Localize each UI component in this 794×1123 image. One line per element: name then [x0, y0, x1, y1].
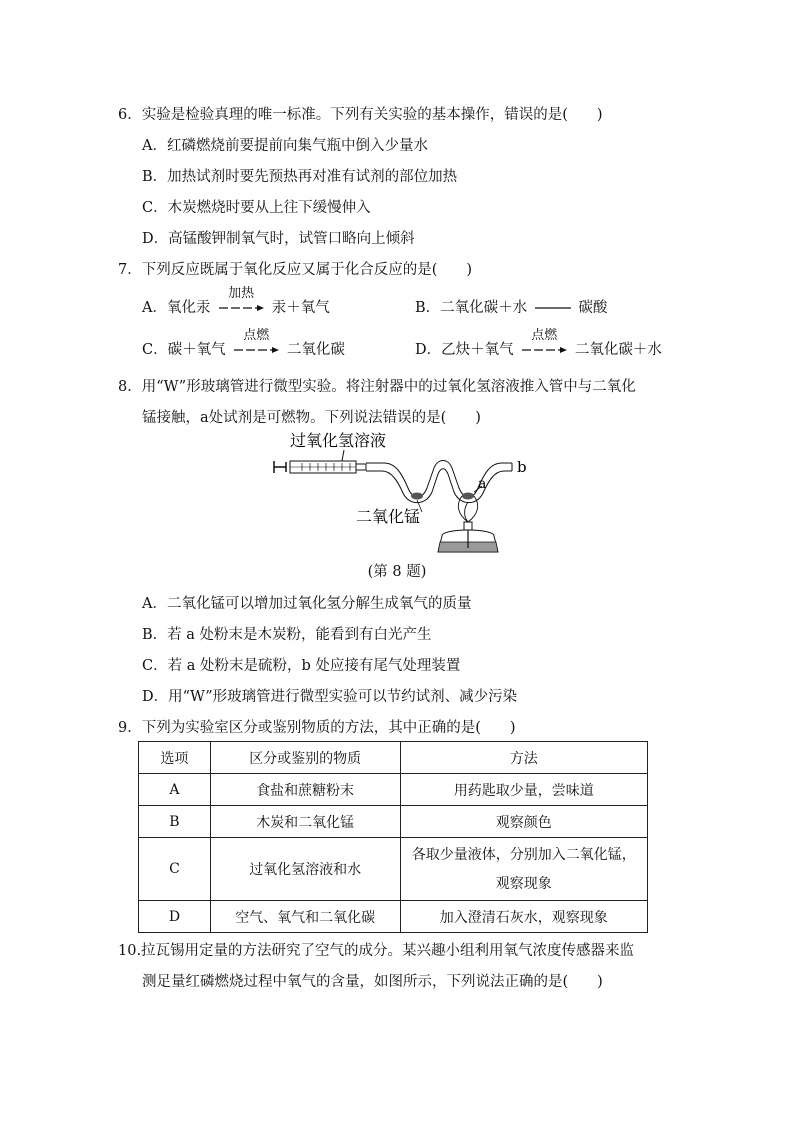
table-cell-substance: 食盐和蔗糖粉末: [210, 774, 400, 806]
table-cell-option: B: [139, 806, 211, 838]
reaction-arrow: [232, 328, 280, 357]
table-cell-option: A: [139, 774, 211, 806]
reaction-condition: 点燃: [531, 328, 558, 343]
q9-stem: 9．下列为实验室区分或鉴别物质的方法，其中正确的是( ): [118, 720, 516, 736]
q7-a-reactants: A．氧化汞: [142, 300, 211, 316]
table-row: [139, 838, 648, 901]
figure-label-a: a: [478, 476, 487, 492]
arrow-icon: [520, 346, 568, 354]
table-row: [139, 806, 648, 838]
q7-option-a: [142, 286, 330, 317]
q6-option-d: D．高锰酸钾制氧气时，试管口略向上倾斜: [142, 231, 415, 247]
table-row: [139, 774, 648, 806]
q9-methods-table: [138, 741, 648, 933]
q7-d-reactants: D．乙炔＋氧气: [415, 342, 514, 358]
reaction-equals: [534, 301, 572, 315]
table-cell-substance: 空气、氧气和二氧化碳: [210, 901, 400, 933]
q10-stem-line2: 测足量红磷燃烧过程中氧气的含量，如图所示，下列说法正确的是( ): [142, 974, 603, 990]
table-row: [139, 901, 648, 933]
q8-option-c: C．若 a 处粉末是硫粉，b 处应接有尾气处理装置: [142, 658, 461, 674]
q8-option-a: A．二氧化锰可以增加过氧化氢分解生成氧气的质量: [142, 596, 472, 612]
method-line: 观察现象: [495, 876, 552, 892]
leader-line: [342, 450, 344, 461]
table-cell-method: 观察颜色: [400, 806, 648, 838]
figure-caption: (第 8 题): [367, 564, 427, 580]
q7-stem: 7．下列反应既属于氧化反应又属于化合反应的是( ): [118, 262, 473, 278]
alcohol-lamp-icon: [438, 522, 498, 552]
q8-option-b: B．若 a 处粉末是木炭粉，能看到有白光产生: [142, 627, 432, 643]
w-glass-tube: [366, 461, 512, 503]
figure-label-manganese-dioxide: 二氧化锰: [356, 507, 421, 526]
q7-c-reactants: C．碳＋氧气: [142, 342, 226, 358]
q7-option-c: [142, 328, 345, 359]
q8-stem-line2: 锰接触，a处试剂是可燃物。下列说法错误的是( ): [142, 410, 481, 426]
w-tube-apparatus-figure: [272, 430, 532, 558]
table-cell-method: 用药匙取少量，尝味道: [400, 774, 648, 806]
q6-option-a: A．红磷燃烧前要提前向集气瓶中倒入少量水: [142, 138, 428, 154]
sample-a: [462, 493, 474, 500]
q8-option-d: D．用“W”形玻璃管进行微型实验可以节约试剂、减少污染: [142, 689, 518, 705]
table-cell-option: C: [139, 838, 211, 901]
figure-label-b: b: [517, 458, 527, 476]
table-header-row: [139, 742, 648, 774]
flame-icon: [458, 496, 477, 522]
q7-option-d: [415, 328, 662, 359]
table-cell-substance: 木炭和二氧化锰: [210, 806, 400, 838]
q6-stem: 6．实验是检验真理的唯一标准。下列有关实验的基本操作，错误的是( ): [118, 107, 603, 123]
reaction-arrow: [520, 328, 568, 357]
q7-a-products: 汞＋氧气: [271, 300, 330, 316]
arrow-icon: [217, 304, 265, 312]
q6-option-c: C．木炭燃烧时要从上往下缓慢伸入: [142, 200, 371, 216]
reaction-arrow: [217, 286, 265, 315]
table-header-cell: 选项: [139, 742, 211, 774]
q7-option-b: [415, 296, 607, 317]
reaction-condition: 点燃: [243, 328, 270, 343]
q7-b-products: 碳酸: [578, 300, 608, 316]
table-cell-method: [400, 838, 648, 901]
table-header-cell: 方法: [400, 742, 648, 774]
q7-b-reactants: B．二氧化碳＋水: [415, 300, 528, 316]
figure-label-hydrogen-peroxide: 过氧化氢溶液: [290, 431, 387, 450]
q6-option-b: B．加热试剂时要先预热再对准有试剂的部位加热: [142, 169, 458, 185]
q10-stem-line1: 10.拉瓦锡用定量的方法研究了空气的成分。某兴趣小组利用氧气浓度传感器来监: [118, 943, 635, 959]
table-cell-option: D: [139, 901, 211, 933]
table-header-cell: 区分或鉴别的物质: [210, 742, 400, 774]
method-line: 各取少量液体，分别加入二氧化锰，: [411, 847, 636, 863]
arrow-icon: [232, 346, 280, 354]
table-cell-substance: 过氧化氢溶液和水: [210, 838, 400, 901]
syringe-icon: [274, 461, 366, 473]
q8-stem-line1: 8．用“W”形玻璃管进行微型实验。将注射器中的过氧化氢溶液推入管中与二氧化: [118, 379, 636, 395]
long-dash-icon: [534, 304, 572, 312]
reaction-condition: 加热: [228, 286, 255, 301]
table-cell-method: 加入澄清石灰水，观察现象: [400, 901, 648, 933]
q7-c-products: 二氧化碳: [286, 342, 345, 358]
q7-d-products: 二氧化碳＋水: [574, 342, 662, 358]
manganese-dioxide-sample: [411, 493, 423, 500]
